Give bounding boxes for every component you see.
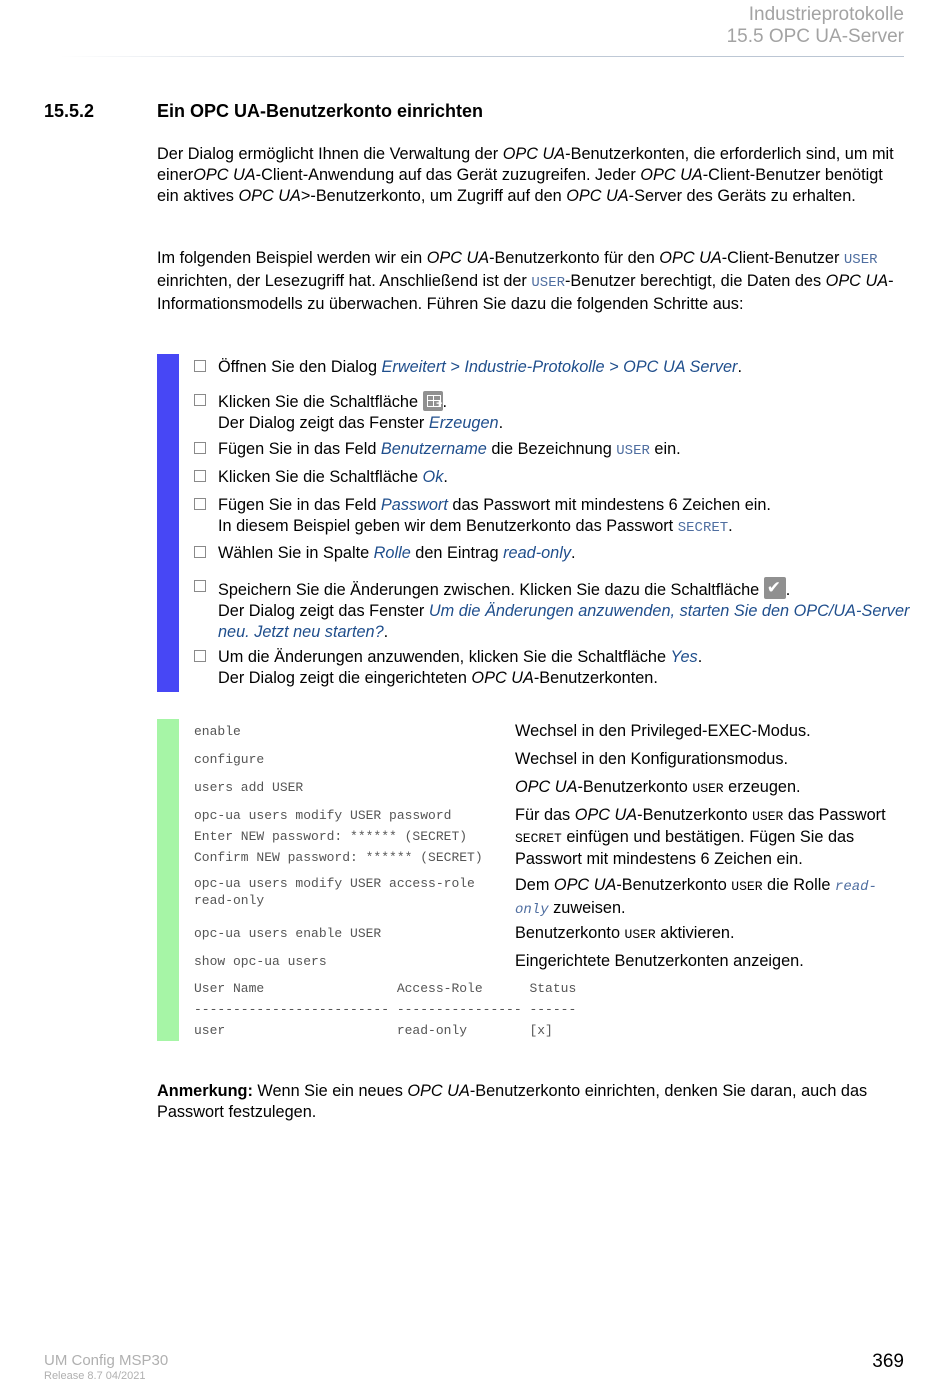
- footer-release: Release 8.7 04/2021: [44, 1370, 146, 1382]
- cli-description: Wechsel in den Konfigurationsmodus.: [515, 750, 789, 768]
- note: Anmerkung: Wenn Sie ein neues OPC UA-Benutzerkonto einrichten, denken Sie daran, auch das Passwort festzulegen.: [157, 1082, 868, 1121]
- step-7: Speichern Sie die Änderungen zwischen. Klicken Sie dazu die Schaltfläche ✔. Der Dialog zeigt das Fenster Um die Änderungen anzuwenden, starten Sie den OPC/UA-Server neu. Jetzt neu starten?.: [194, 577, 914, 643]
- step-8: Um die Änderungen anzuwenden, klicken Sie die Schaltfläche Yes. Der Dialog zeigt die eingerichteten OPC UA-Benutzerkonten.: [194, 647, 914, 689]
- step-checkbox: [194, 360, 206, 372]
- cli-command: users add USER: [194, 780, 304, 795]
- check-icon: [764, 577, 786, 599]
- page-number: 369: [872, 1351, 904, 1372]
- steps-bar: [157, 354, 179, 692]
- step-checkbox: [194, 580, 206, 592]
- step-6: Wählen Sie in Spalte Rolle den Eintrag read-only.: [194, 543, 914, 564]
- step-4: Klicken Sie die Schaltfläche Ok.: [194, 467, 914, 488]
- intro-paragraph-2: Im folgenden Beispiel werden wir ein OPC UA-Benutzerkonto für den OPC UA-Client-Benutzer USER einrichten, der Lesezugriff hat. Anschließend ist der USER-Benutzer berechtigt, die Daten des OPC UA-Informationsmodells zu überwachen. Führen Sie dazu die folgenden Schritte aus:: [157, 249, 894, 313]
- header-rule: [60, 56, 904, 57]
- footer-doc: [44, 1352, 168, 1383]
- step-2: Klicken Sie die Schaltfläche +. Der Dialog zeigt das Fenster Erzeugen.: [194, 391, 914, 434]
- section-number: 15.5.2: [44, 101, 95, 121]
- step-3: Fügen Sie in das Feld Benutzername die Bezeichnung USER ein.: [194, 439, 914, 462]
- cli-command: show opc-ua users: [194, 954, 327, 969]
- intro-paragraph-1: Der Dialog ermöglicht Ihnen die Verwaltung der OPC UA-Benutzerkonten, die erforderlich sind, um mit einerOPC UA-Client-Anwendung auf das Gerät zuzugreifen. Jeder OPC UA-Client-Benutzer benötigt ein aktives OPC UA>-Benutzerkonto, um Zugriff auf den OPC UA-Server des Geräts zu erhalten.: [157, 145, 894, 205]
- cli-description: Benutzerkonto USER aktivieren.: [515, 924, 735, 942]
- note-label: Anmerkung:: [157, 1082, 253, 1100]
- cli-output-table: User Name Access-Role Status ------------------------- ---------------- ------ user read-only [x]: [194, 981, 577, 1038]
- cli-command: enable: [194, 724, 241, 739]
- step-checkbox: [194, 470, 206, 482]
- step-checkbox: [194, 442, 206, 454]
- menu-path-link: Erweitert > Industrie-Protokolle > OPC UA Server: [381, 358, 738, 376]
- cli-description: OPC UA-Benutzerkonto USER erzeugen.: [515, 778, 801, 796]
- cli-command: opc-ua users enable USER: [194, 926, 382, 941]
- step-checkbox: [194, 650, 206, 662]
- cli-description: Wechsel in den Privileged-EXEC-Modus.: [515, 722, 811, 740]
- footer-doc-title: UM Config MSP30: [44, 1352, 169, 1369]
- header-chapter: Industrieprotokolle: [748, 4, 904, 25]
- step-checkbox: [194, 498, 206, 510]
- cli-description: Eingerichtete Benutzerkonten anzeigen.: [515, 952, 804, 970]
- step-checkbox: [194, 394, 206, 406]
- cli-command: configure: [194, 752, 265, 767]
- cli-command: opc-ua users modify USER password Enter NEW password: ****** (SECRET) Confirm NEW password: ****** (SECRET): [194, 808, 483, 865]
- cli-description: Dem OPC UA-Benutzerkonto USER die Rolle read-only zuweisen.: [515, 876, 877, 918]
- step-5: Fügen Sie in das Feld Passwort das Passwort mit mindestens 6 Zeichen ein. In diesem Beispiel geben wir dem Benutzerkonto das Passwort SECRET.: [194, 495, 914, 539]
- cli-description: Für das OPC UA-Benutzerkonto USER das Passwort SECRET einfügen und bestätigen. Fügen Sie das Passwort mit mindestens 6 Zeichen ein.: [515, 806, 886, 868]
- running-header: [727, 4, 904, 48]
- step-1: Öffnen Sie den Dialog Erweitert > Industrie-Protokolle > OPC UA Server.: [194, 357, 914, 378]
- cli-command: opc-ua users modify USER access-role read-only: [194, 876, 475, 908]
- add-table-icon: [423, 391, 443, 411]
- step-checkbox: [194, 546, 206, 558]
- cli-bar: [157, 719, 179, 1041]
- section-title: Ein OPC UA-Benutzerkonto einrichten: [157, 101, 484, 121]
- header-section: 15.5 OPC UA-Server: [726, 26, 904, 47]
